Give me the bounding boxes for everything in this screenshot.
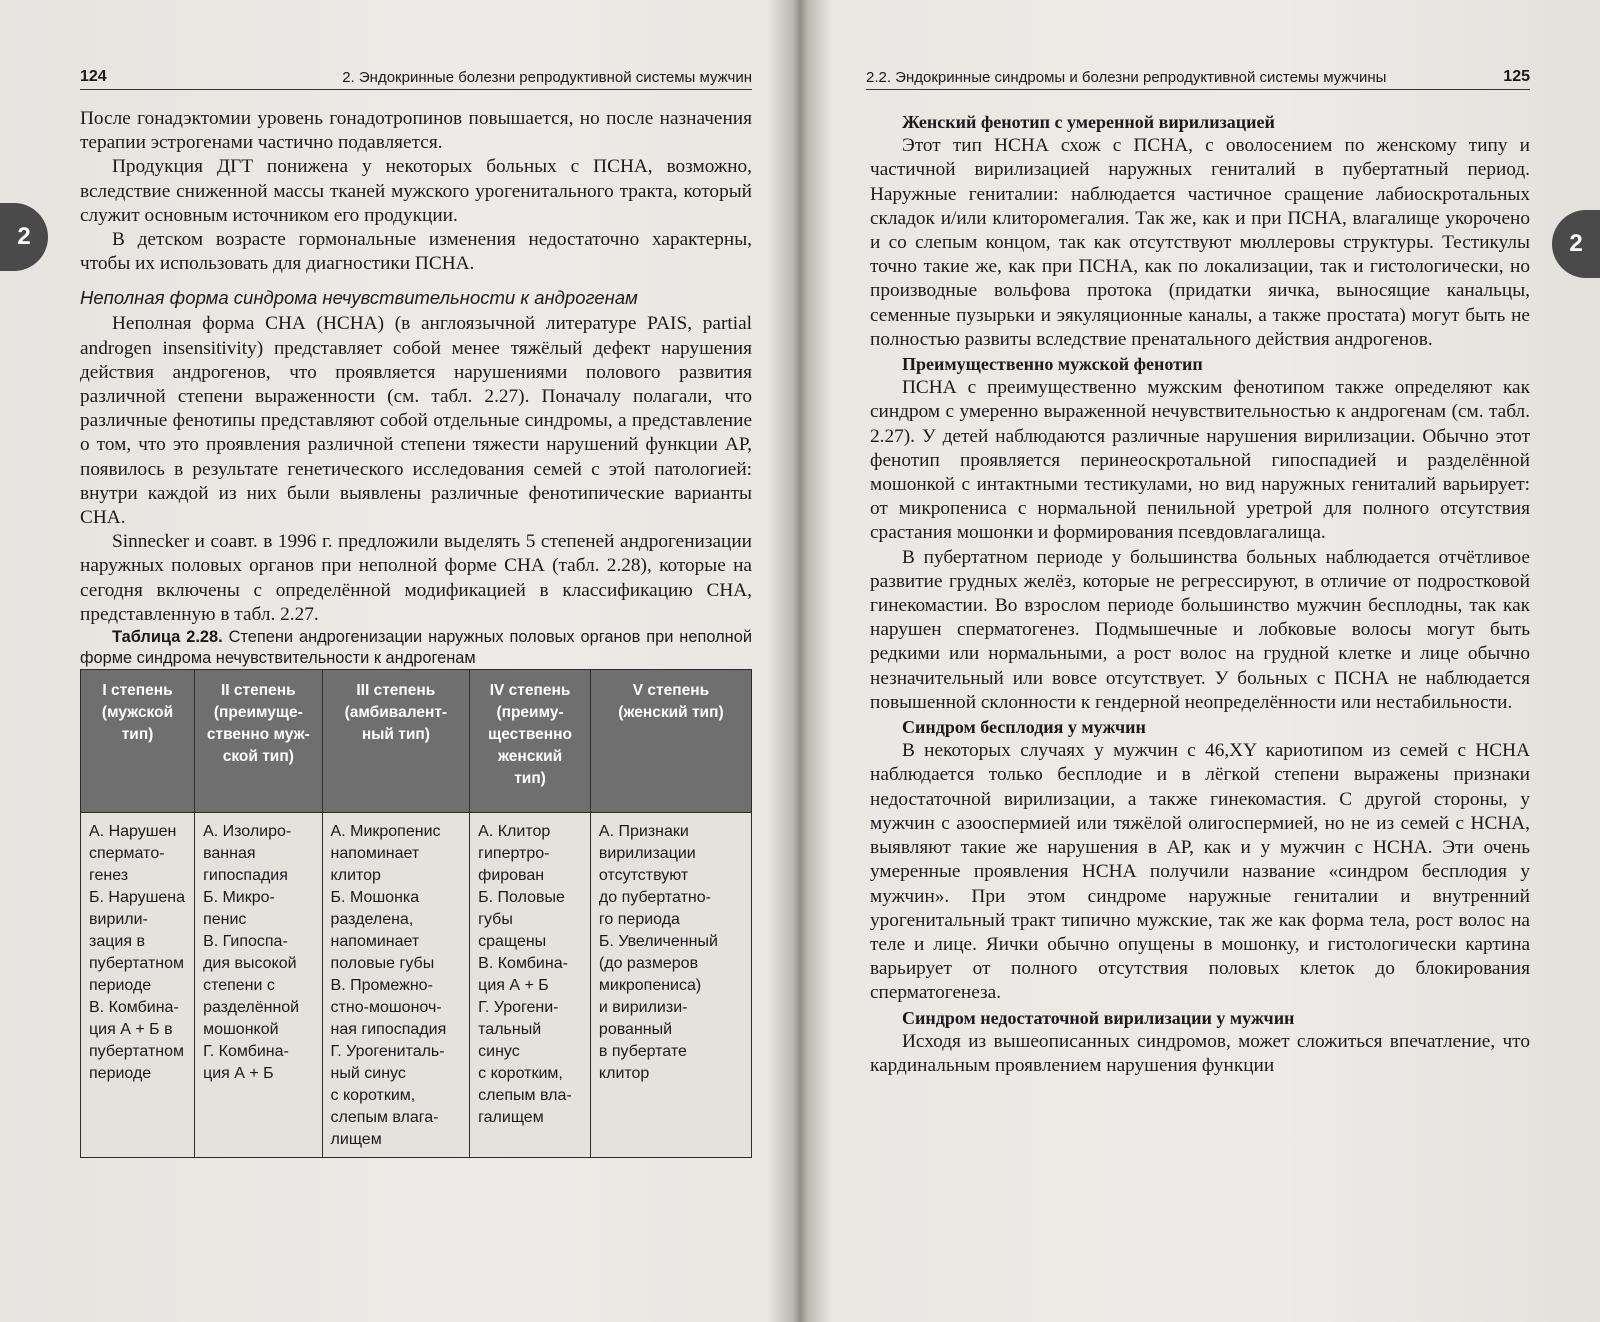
chapter-tab-right: 2 — [1552, 210, 1600, 278]
paragraph: В пубертатном периоде у большинства больных наблюдается отчётливое развитие грудных желёз, которые не регрессируют, в отличие от подростковой гинекомастии. Во взрослом периоде большинство мужчин бесплодны, так как нарушен сперматогенез. Подмышечные и лобковые волосы могут быть редкими или нормальными, а рост волос на грудной клетке и лице обычно незначительный или вовсе отсутствует. У больных с ПСНА не наблюдается повышенной склонности к гендерной неопределённости или нестабильности. — [870, 546, 1530, 713]
running-head-left-title: 2. Эндокринные болезни репродуктивной системы мужчин — [342, 69, 752, 86]
subheading: Женский фенотип с умеренной вирилизацией — [902, 112, 1275, 132]
chapter-tab-left: 2 — [0, 203, 48, 271]
page-number-left: 124 — [80, 68, 107, 85]
paragraph: После гонадэктомии уровень гонадотропинов повышается, но после назначения терапии эстрогенами частично подавляется. — [80, 108, 752, 154]
cell-grade-1: А. Нарушен сперматo- генез Б. Нарушена вирили- зация в пубертатном периоде В. Комбина- ция А + Б в пубертатном периоде — [81, 813, 195, 1158]
androgenization-table — [80, 669, 752, 1158]
paragraph: В некоторых случаях у мужчин с 46,XY кариотипом из семей с НСНА наблюдается только бесплодие и в лёгкой степени выражены признаки недостаточной вирилизации, а также гинекомастия. С другой стороны, у мужчин с азооспермией или тяжёлой олигоспермией, но не из семей с НСНА, выявляют такие же нарушения в АР, как и у мужчин с НСНА. Эти очень умеренные проявления НСНА получили название «синдром бесплодия у мужчин». При этом синдроме наружные гениталии и внутренний урогенитальный тракт типично мужские, так же как форма тела, рост волос на теле и лице. Яички обычно опущены в мошонку, и гистологически картина варьирует от полного отсутствия половых клеток до блокирования сперматогенеза. — [870, 740, 1530, 1004]
paragraph: В детском возрасте гормональные изменения недостаточно характерны, чтобы их использовать для диагностики ПСНА. — [80, 229, 752, 275]
table-caption-label: Таблица 2.28. — [112, 628, 223, 647]
table-row — [81, 813, 752, 1158]
running-header-right — [866, 62, 1530, 90]
running-header-left — [80, 62, 752, 90]
header-grade-5: V степень (женский тип) — [590, 670, 751, 813]
paragraph: Неполная форма СНА (НСНА) (в англоязычной литературе PAIS, partial androgen insensitivity) представляет собой менее тяжёлый дефект нарушения действия андрогенов, что проявляется нарушениями полового развития различной степени выраженности (см. табл. 2.27). Поначалу полагали, что различные фенотипы представляют собой отдельные синдромы, а представление о том, что это проявления различной степени тяжести нарушений функции АР, появилось в результате генетического исследования семей с этой патологией: внутри каждой из них были выявлены различные фенотипические варианты СНА. — [80, 313, 752, 529]
section-heading: Неполная форма синдрома нечувствительности к андрогенам — [80, 287, 638, 309]
header-grade-3: III степень (амбивалент- ный тип) — [322, 670, 470, 813]
table-caption — [80, 627, 752, 669]
subheading: Синдром бесплодия у мужчин — [902, 717, 1146, 738]
cell-grade-3: А. Микропенис напоминает клитор Б. Мошонка разделена, напоминает половые губы В. Промежно- стно-мошоноч- ная гипоспадия Г. Урогениталь- ный синус с коротким, слепым влага- лищем — [322, 813, 470, 1158]
right-page-text — [870, 110, 1530, 1078]
paragraph: Sinnecker и соавт. в 1996 г. предложили выделять 5 степеней андрогенизации наружных половых органов при неполной форме СНА (табл. 2.28), которые на сегодня включены с определённой модификацией в классификацию СНА, представленную в табл. 2.27. — [80, 531, 752, 625]
cell-grade-5: А. Признаки вирилизации отсутствуют до пубертатно- го периода Б. Увеличенный (до размеров микропениса) и вирилизи- рованный в пубертате клитор — [590, 813, 751, 1158]
subheading: Синдром недостаточной вирилизации у мужчин — [902, 1007, 1295, 1028]
paragraph: Этот тип НСНА схож с ПСНА, с оволосением по женскому типу и частичной вирилизацией наружных гениталий в пубертатный период. Наружные гениталии: наблюдается частичное сращение лабиоскротальных складок и/или клиторомегалия. Так же, как и при ПСНА, влагалище укорочено и со слепым концом, так как отсутствуют мюллеровы структуры. Тестикулы точно такие же, как при ПСНА, как по локализации, так и гистологически, но производные вольфова протока (придатки яичка, выносящие канальцы, семенные пузырьки и эякуляционные каналы, а также простата) могут быть не полностью развиты вследствие пренатального действия андрогенов. — [870, 135, 1530, 350]
page-number-right: 125 — [1503, 68, 1530, 85]
paragraph: Продукция ДГТ понижена у некоторых больных с ПСНА, возможно, вследствие сниженной массы тканей мужского урогенитального тракта, который служит основным источником его продукции. — [80, 156, 752, 226]
cell-grade-4: А. Клитор гипертро- фирован Б. Половые губы сращены В. Комбина- ция А + Б Г. Урогени- тальный синус с коротким, слепым вла- галищем — [470, 813, 591, 1158]
table-header-row — [81, 670, 752, 813]
table-caption-text: Степени андрогенизации наружных половых органов при неполной форме синдрома нечувствительности к андрогенам — [80, 628, 752, 668]
header-grade-2: II степень (преимуще- ственно муж- ской тип) — [195, 670, 322, 813]
cell-grade-2: А. Изолиро- ванная гипоспадия Б. Микро- пенис В. Гипоспа- дия высокой степени с разделённой мошонкой Г. Комбина- ция А + Б — [195, 813, 322, 1158]
left-page-text — [80, 107, 752, 1158]
running-head-right-title: 2.2. Эндокринные синдромы и болезни репродуктивной системы мужчины — [866, 69, 1387, 86]
paragraph: ПСНА с преимущественно мужским фенотипом также определяют как синдром с умеренно выраженной нечувствительностью к андрогенам (см. табл. 2.27). У детей наблюдаются различные нарушения вирилизации. Обычно этот фенотип проявляется перинеоскротальной гипоспадией и разделённой мошонкой с интактными тестикулами, но вид наружных гениталий варьирует: от микропениса с нормальной пенильной уретрой для полного отсутствия срастания мошонки и формирования псевдовлагалища. — [870, 377, 1530, 544]
header-grade-4: IV степень (преиму- щественно женский тип) — [470, 670, 591, 813]
paragraph: Исходя из вышеописанных синдромов, может сложиться впечатление, что кардинальным проявлением нарушения функции — [870, 1030, 1530, 1076]
header-grade-1: I степень (мужской тип) — [81, 670, 195, 813]
subheading: Преимущественно мужской фенотип — [902, 354, 1203, 375]
right-page — [800, 0, 1600, 1322]
